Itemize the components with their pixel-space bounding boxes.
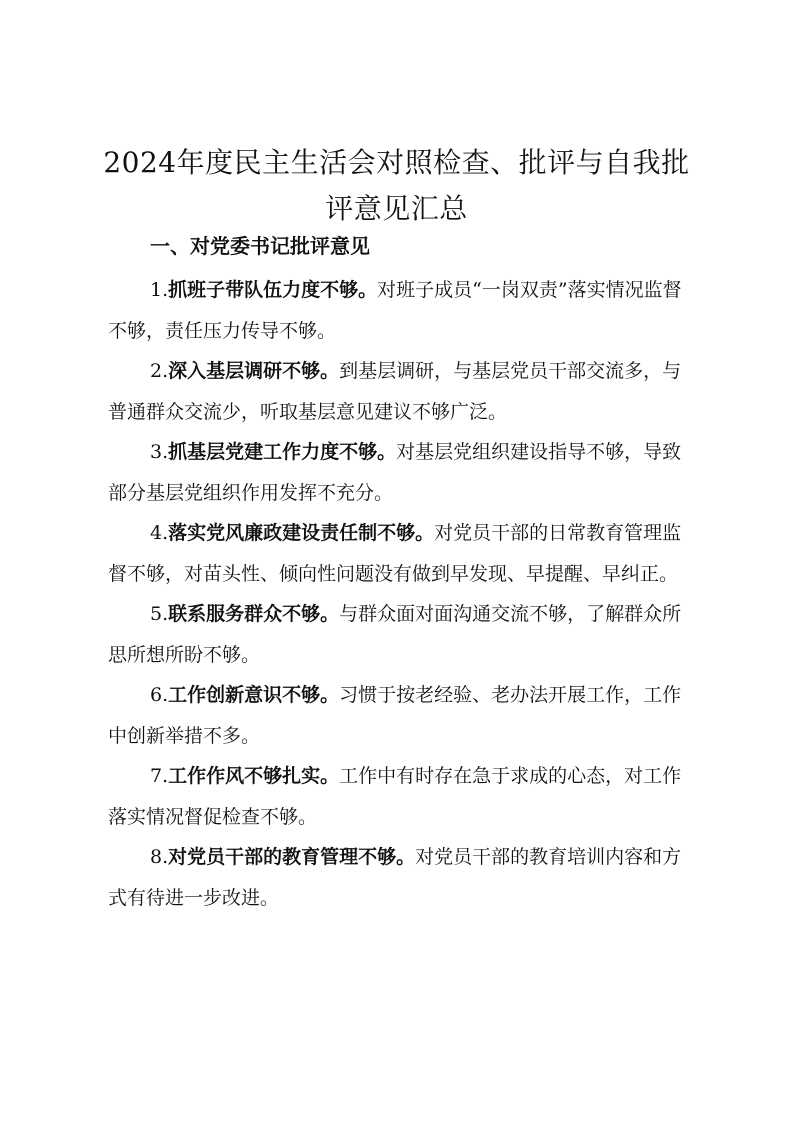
list-item	[108, 432, 700, 513]
list-item	[108, 270, 700, 351]
item-body: 到基层调研，与基层党员干部交流多，与普通群众交流少，听取基层意见建议不够广泛。	[108, 360, 682, 423]
item-body: 与群众面对面沟通交流不够，了解群众所思所想所盼不够。	[108, 603, 682, 666]
item-body: 工作中有时存在急于求成的心态，对工作落实情况督促检查不够。	[108, 765, 682, 828]
item-number: 2.	[150, 360, 169, 382]
item-number: 8.	[150, 846, 169, 868]
item-body: 对班子成员“一岗双责”落实情况监督不够，责任压力传导不够。	[108, 279, 682, 342]
document-title: 2024年度民主生活会对照检查、批评与自我批评意见汇总	[103, 146, 690, 225]
item-body: 对基层党组织建设指导不够，导致部分基层党组织作用发挥不充分。	[108, 441, 682, 504]
list-item	[108, 675, 700, 756]
list-item	[108, 351, 700, 432]
item-number: 6.	[150, 684, 169, 706]
item-heading: 抓基层党建工作力度不够。	[168, 441, 397, 463]
item-number: 5.	[150, 603, 169, 625]
item-body: 习惯于按老经验、老办法开展工作，工作中创新举措不多。	[108, 684, 682, 747]
item-heading: 落实党风廉政建设责任制不够。	[168, 522, 435, 544]
item-heading: 深入基层调研不够。	[168, 360, 340, 382]
item-number: 4.	[150, 522, 169, 544]
list-item	[108, 837, 700, 918]
item-number: 3.	[150, 441, 169, 463]
item-heading: 工作作风不够扎实。	[168, 765, 340, 787]
item-number: 7.	[150, 765, 169, 787]
item-body: 对党员干部的日常教育管理监督不够，对苗头性、倾向性问题没有做到早发现、早提醒、早纠正。	[108, 522, 682, 585]
item-heading: 工作创新意识不够。	[168, 684, 340, 706]
item-number: 1.	[150, 279, 169, 301]
criticism-list	[108, 270, 700, 918]
list-item	[108, 594, 700, 675]
section-heading: 一、对党委书记批评意见	[150, 234, 370, 258]
item-body: 对党员干部的教育培训内容和方式有待进一步改进。	[108, 846, 682, 909]
item-heading: 联系服务群众不够。	[168, 603, 340, 625]
item-heading: 抓班子带队伍力度不够。	[168, 279, 378, 301]
list-item	[108, 756, 700, 837]
list-item	[108, 513, 700, 594]
item-heading: 对党员干部的教育管理不够。	[168, 846, 416, 868]
